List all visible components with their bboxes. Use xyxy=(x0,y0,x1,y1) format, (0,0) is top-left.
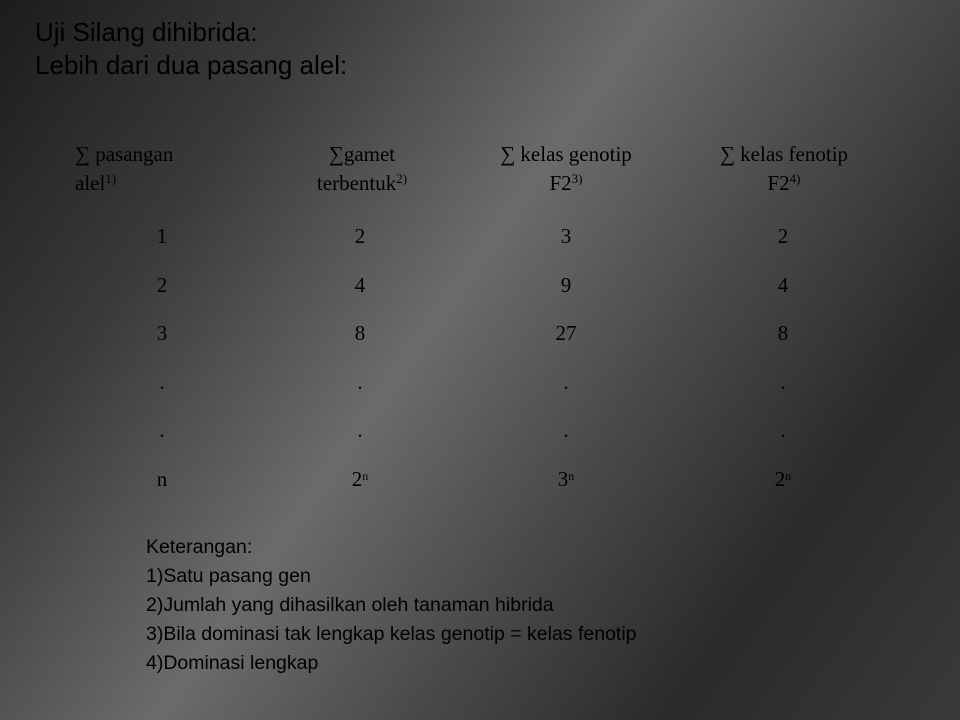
power-base: 3 xyxy=(557,466,569,491)
table-cell: . xyxy=(563,418,569,442)
table-cell: 3 xyxy=(560,224,572,248)
note-item: 1)Satu pasang gen xyxy=(146,565,311,587)
table-cell: . xyxy=(780,418,786,442)
table-cell: . xyxy=(357,418,363,442)
power-exponent: n xyxy=(362,468,369,483)
title-line-2: Lebih dari dua pasang alel: xyxy=(35,50,348,80)
table-cell: 9 xyxy=(560,272,572,297)
header-line-2 xyxy=(696,169,872,198)
header-line-1: ∑ kelas fenotip xyxy=(719,142,849,166)
slide-title xyxy=(35,16,347,82)
header-footnote-mark: 2) xyxy=(396,171,408,186)
table-cell: 3 xyxy=(156,321,168,345)
note-item: 2)Jumlah yang dihasilkan oleh tanaman hibrida xyxy=(146,594,554,616)
power-exponent: n xyxy=(785,468,792,483)
notes-block xyxy=(146,533,637,678)
table-cell xyxy=(330,459,390,499)
table-cell xyxy=(536,459,596,499)
table-cell xyxy=(753,459,813,499)
table-cell: . xyxy=(159,369,165,394)
table-cell: . xyxy=(159,418,165,442)
header-text: terbentuk xyxy=(316,171,397,195)
header-line-2 xyxy=(75,169,173,198)
header-line-2 xyxy=(292,169,432,198)
header-text: alel xyxy=(75,171,106,195)
table-cell: 8 xyxy=(777,321,789,345)
header-line-1: ∑ kelas genotip xyxy=(500,142,632,166)
header-kelas-genotip xyxy=(478,140,654,198)
table-cell: 2 xyxy=(777,224,789,248)
table-cell: 1 xyxy=(156,224,168,248)
table-cell: 2 xyxy=(156,272,168,297)
title-line-1: Uji Silang dihibrida: xyxy=(35,17,258,47)
header-text: F2 xyxy=(767,171,790,195)
header-footnote-mark: 1) xyxy=(105,171,117,186)
note-item: 3)Bila dominasi tak lengkap kelas genotip = kelas fenotip xyxy=(146,623,637,645)
header-pasangan-alel xyxy=(75,140,173,198)
table-cell: . xyxy=(563,369,569,394)
header-text: F2 xyxy=(549,171,572,195)
header-footnote-mark: 4) xyxy=(789,171,801,186)
header-footnote-mark: 3) xyxy=(571,171,583,186)
header-kelas-fenotip xyxy=(696,140,872,198)
table-cell: 4 xyxy=(354,272,366,297)
table-cell: 4 xyxy=(777,272,789,297)
table-cell: . xyxy=(780,369,786,394)
power-exponent: n xyxy=(568,468,575,483)
header-line-1: ∑gamet xyxy=(328,142,396,166)
power-base: 2 xyxy=(351,466,363,491)
header-gamet-terbentuk xyxy=(292,140,432,198)
note-item: 4)Dominasi lengkap xyxy=(146,652,319,674)
table-cell: 27 xyxy=(555,321,577,345)
header-line-2 xyxy=(478,169,654,198)
header-line-1: ∑ pasangan xyxy=(75,142,174,166)
table-cell: 2 xyxy=(354,224,366,248)
table-cell: 8 xyxy=(354,321,366,345)
table-cell: n xyxy=(156,466,168,491)
table-cell: . xyxy=(357,369,363,394)
power-base: 2 xyxy=(774,466,786,491)
notes-heading: Keterangan: xyxy=(146,536,253,558)
